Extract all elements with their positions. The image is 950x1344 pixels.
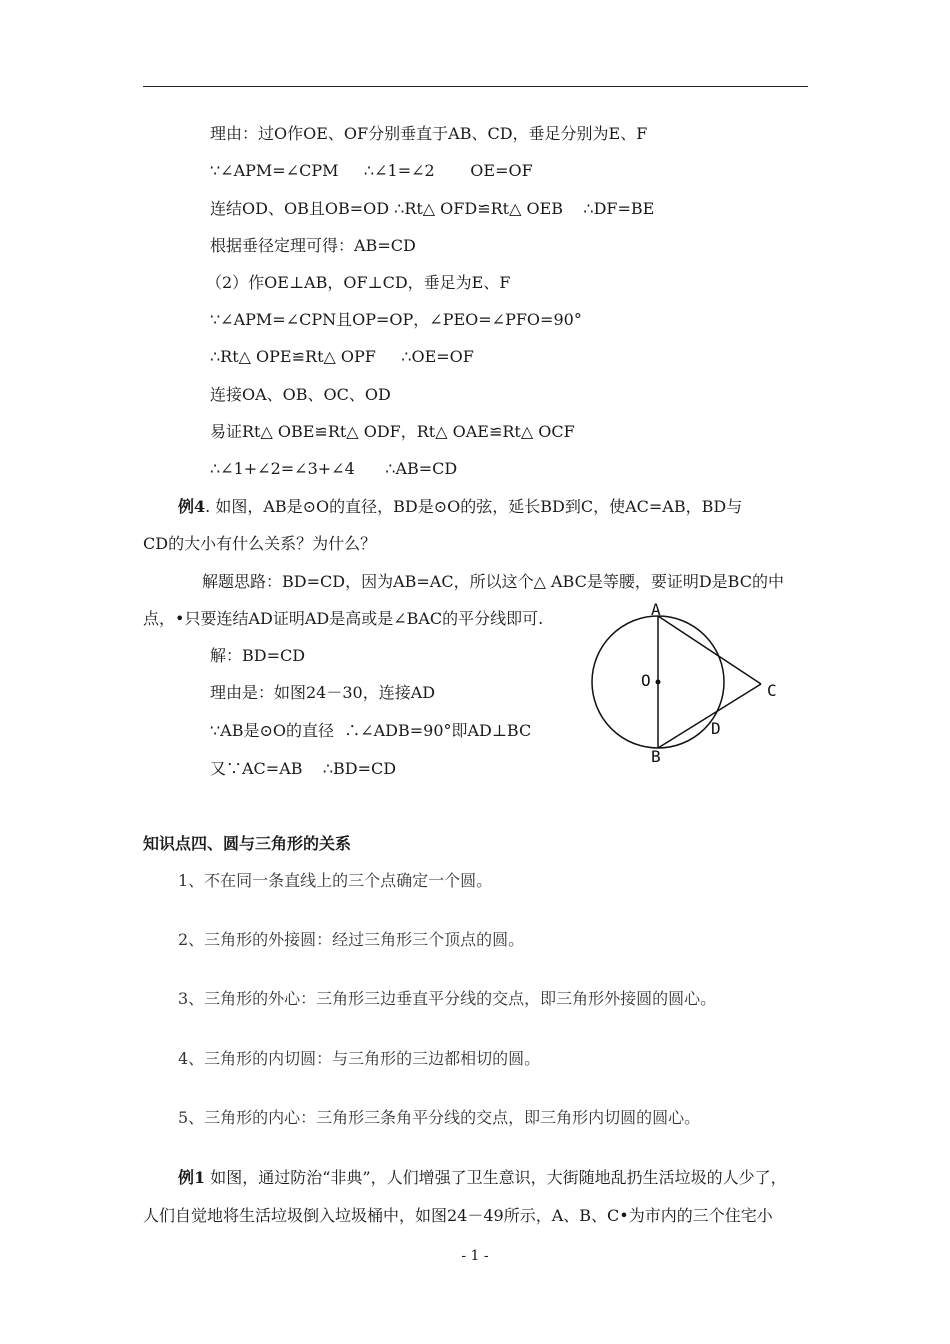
label-o: O (641, 671, 651, 690)
example-4-question: . 如图，AB是⊙O的直径，BD是⊙O的弦，延长BD到C，使AC=AB，BD与 (205, 497, 743, 516)
proof-line: 根据垂径定理可得：AB=CD (210, 236, 416, 255)
list-item: 3、三角形的外心：三角形三边垂直平分线的交点，即三角形外接圆的圆心。 (178, 989, 717, 1008)
proof-line: 连结OD、OB且OB=OD ∴Rt△ OFD≌Rt△ OEB ∴DF=BE (210, 199, 655, 218)
example-4-line-2: CD的大小有什么关系？为什么？ (143, 534, 377, 553)
proof-line: 理由：过O作OE、OF分别垂直于AB、CD，垂足分别为E、F (210, 124, 648, 143)
label-b: B (651, 747, 661, 766)
solution-line: 理由是：如图24－30，连接AD (210, 683, 436, 702)
center-point-o (656, 680, 661, 685)
page-number: - 1 - (461, 1248, 489, 1264)
solution-idea-line-1: 解题思路：BD=CD，因为AB=AC，所以这个△ ABC是等腰，要证明D是BC的中 (202, 572, 784, 591)
label-c: C (767, 681, 777, 700)
solution-line: 又∵AC=AB ∴BD=CD (210, 759, 397, 778)
example-1-text: 如图，通过防治“非典”，人们增强了卫生意识，大街随地乱扔生活垃圾的人少了， (205, 1168, 787, 1187)
proof-line: ∵∠APM=∠CPM ∴∠1=∠2 OE=OF (210, 161, 533, 180)
proof-line: ∴∠1+∠2=∠3+∠4 ∴AB=CD (210, 459, 458, 478)
list-item: 2、三角形的外接圆：经过三角形三个顶点的圆。 (178, 930, 525, 949)
header-rule (143, 86, 808, 87)
solution-line: ∵AB是⊙O的直径 ∴∠ADB=90°即AD⊥BC (210, 721, 532, 740)
example-4-line-1 (178, 496, 742, 518)
segment-ac (658, 616, 761, 684)
solution-line: 解：BD=CD (210, 646, 306, 665)
solution-idea-line-2: 点，•只要连结AD证明AD是高或是∠BAC的平分线即可. (143, 609, 544, 628)
list-item: 4、三角形的内切圆：与三角形的三边都相切的圆。 (178, 1049, 541, 1068)
proof-line: ∴Rt△ OPE≌Rt△ OPF ∴OE=OF (210, 347, 474, 366)
segment-bc (658, 684, 761, 748)
label-a: A (651, 600, 661, 619)
proof-line: 连接OA、OB、OC、OD (210, 385, 391, 404)
list-item: 5、三角形的内心：三角形三条角平分线的交点，即三角形内切圆的圆心。 (178, 1108, 701, 1127)
circle-triangle-figure (585, 598, 785, 773)
example-1-line-2: 人们自觉地将生活垃圾倒入垃圾桶中，如图24－49所示，A、B、C•为市内的三个住宅小 (143, 1206, 773, 1225)
proof-line: 易证Rt△ OBE≌Rt△ ODF，Rt△ OAE≌Rt△ OCF (210, 422, 575, 441)
example-4-label: 例4 (178, 497, 206, 516)
list-item: 1、不在同一条直线上的三个点确定一个圆。 (178, 871, 493, 890)
proof-line: （2）作OE⊥AB，OF⊥CD，垂足为E、F (206, 273, 511, 292)
proof-line: ∵∠APM=∠CPN且OP=OP，∠PEO=∠PFO=90° (210, 310, 582, 329)
example-1-label: 例1 (178, 1168, 206, 1187)
section-title: 知识点四、圆与三角形的关系 (143, 834, 352, 853)
example-1-line-1 (178, 1167, 787, 1189)
label-d: D (711, 719, 721, 738)
